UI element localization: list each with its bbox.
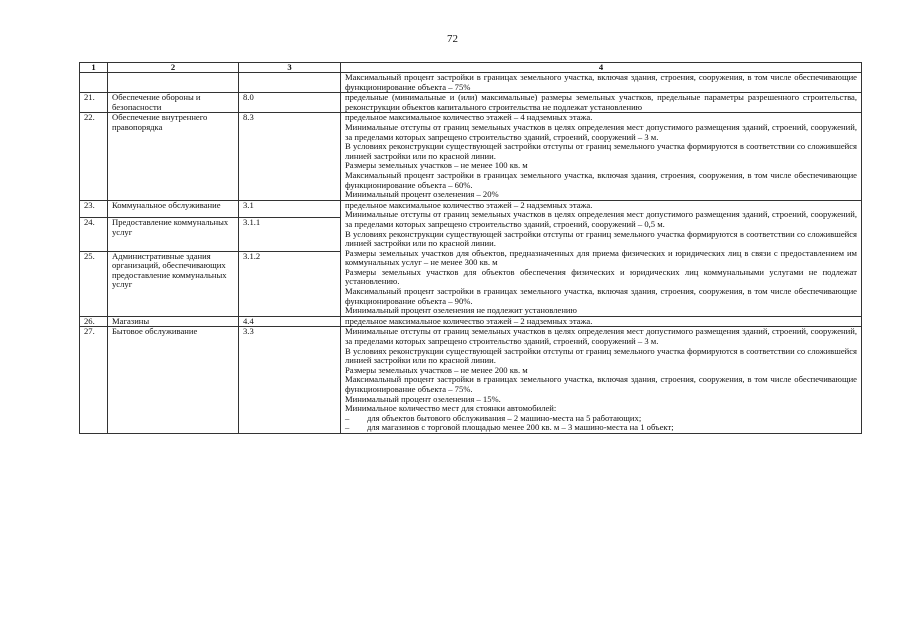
use-code: 4.4 — [239, 316, 341, 327]
table-header-row — [80, 63, 862, 73]
parameter-text: предельные (минимальные и (или) максимальные) размеры земельных участков, предельные параметры разрешенного строительства, реконструкции объектов капитального строительства не подлежат установлению — [345, 92, 857, 112]
row-number: 25. — [80, 251, 108, 316]
parameter-text: Максимальный процент застройки в границах земельного участка, включая здания, строения, сооружения, в том числе обеспечивающие функционирование объекта – 75% — [345, 72, 857, 92]
parameter-text: В условиях реконструкции существующей застройки отступы от границ земельного участка формируются в соответствии со сложившейся линией застройки или по красной линии. — [345, 141, 857, 161]
use-code: 3.1.1 — [239, 218, 341, 251]
table-row — [80, 93, 862, 113]
row-number: 26. — [80, 316, 108, 327]
parameter-text: Минимальный процент озеленения не подлежит установлению — [345, 305, 577, 316]
parameters-cell — [341, 73, 862, 93]
column-header: 3 — [239, 63, 341, 73]
list-item-text: для магазинов с торговой площадью менее 200 кв. м – 3 машино-места на 1 объект; — [367, 422, 674, 433]
parameters-cell — [341, 316, 862, 327]
column-header: 2 — [108, 63, 239, 73]
row-number: 27. — [80, 327, 108, 434]
parameter-text: Размеры земельных участков для объектов, предназначенных для приема физических и юридических лиц в связи с предоставлением им коммунальных услуг – не менее 300 кв. м — [345, 247, 857, 268]
column-header: 1 — [80, 63, 108, 73]
use-name: Обеспечение внутреннего правопорядка — [108, 113, 239, 200]
list-item — [345, 423, 857, 433]
parameter-text: Минимальное количество мест для стоянки автомобилей: — [345, 403, 557, 414]
parameter-text: Максимальный процент застройки в границах земельного участка, включая здания, строения, сооружения, в том числе обеспечивающие функционирование объекта – 90%. — [345, 286, 857, 306]
use-name: Бытовое обслуживание — [108, 327, 239, 434]
regulations-table — [79, 62, 862, 434]
parameter-text: Минимальные отступы от границ земельных участков в целях определения мест допустимого размещения зданий, строений, сооружений, за пределами которых запрещено строительство зданий, строений, сооружений – 3 м. — [345, 326, 857, 347]
parameters-cell — [341, 200, 862, 316]
parameter-text: предельное максимальное количество этажей – 2 надземных этажа. — [345, 315, 593, 326]
parameter-text: Минимальный процент озеленения – 15%. — [345, 393, 501, 404]
parameter-text: Минимальные отступы от границ земельных участков в целях определения мест допустимого размещения зданий, строений, сооружений, за пределами которых запрещено строительство зданий, строений, сооружений – 0,5 м. — [345, 209, 857, 229]
use-name: Обеспечение обороны и безопасности — [108, 93, 239, 113]
table-row — [80, 113, 862, 200]
row-number: 22. — [80, 113, 108, 200]
table-row — [80, 200, 862, 218]
parameter-text: предельное максимальное количество этажей – 4 надземных этажа. — [345, 112, 593, 123]
use-code: 3.3 — [239, 327, 341, 434]
parameter-text: Размеры земельных участков для объектов обеспечения физических и юридических лиц коммунальными услугами не подлежат установлению. — [345, 266, 857, 287]
use-name: Магазины — [108, 316, 239, 327]
parameter-text: Максимальный процент застройки в границах земельного участка, включая здания, строения, сооружения, в том числе обеспечивающие функционирование объекта – 60%. — [345, 169, 857, 190]
column-header: 4 — [341, 63, 862, 73]
use-code: 3.1 — [239, 200, 341, 218]
list-item-text: для объектов бытового обслуживания – 2 машино-места на 5 работающих; — [367, 412, 642, 423]
parameters-cell — [341, 93, 862, 113]
dash-bullet: – — [345, 412, 350, 423]
table-row — [80, 73, 862, 93]
parameter-text: Минимальный процент озеленения – 20% — [345, 189, 499, 200]
use-code — [239, 73, 341, 93]
page-number: 72 — [447, 33, 458, 45]
row-number — [80, 73, 108, 93]
table-row — [80, 316, 862, 327]
parameters-cell — [341, 113, 862, 200]
table-row — [80, 327, 862, 434]
parameter-text: В условиях реконструкции существующей застройки отступы от границ земельного участка формируются в соответствии со сложившейся линией застройки или по красной линии. — [345, 345, 857, 366]
parameter-text: Размеры земельных участков – не менее 100 кв. м — [345, 160, 528, 171]
parameter-text: В условиях реконструкции существующей застройки отступы от границ земельного участка формируются в соответствии со сложившейся линией застройки или по красной линии. — [345, 228, 857, 249]
parameter-text: Максимальный процент застройки в границах земельного участка, включая здания, строения, сооружения, в том числе обеспечивающие функционирование объекта – 75%. — [345, 374, 857, 394]
use-name: Предоставление коммунальных услуг — [108, 218, 239, 251]
use-name: Административные здания организаций, обеспечивающих предоставление коммунальных услуг — [108, 251, 239, 316]
parameter-text: Размеры земельных участков – не менее 200 кв. м — [345, 364, 528, 375]
use-code: 3.1.2 — [239, 251, 341, 316]
use-name — [108, 73, 239, 93]
use-code: 8.3 — [239, 113, 341, 200]
parameter-text: Минимальные отступы от границ земельных участков в целях определения мест допустимого размещения зданий, строений, сооружений, за пределами которых запрещено строительство зданий, строений, сооружений – 3 м. — [345, 121, 857, 142]
row-number: 23. — [80, 200, 108, 218]
parameters-cell — [341, 327, 862, 434]
use-code: 8.0 — [239, 93, 341, 113]
dash-bullet: – — [345, 422, 350, 433]
row-number: 24. — [80, 218, 108, 251]
use-name: Коммунальное обслуживание — [108, 200, 239, 218]
parameter-text: предельное максимальное количество этажей – 2 надземных этажа. — [345, 199, 593, 210]
row-number: 21. — [80, 93, 108, 113]
